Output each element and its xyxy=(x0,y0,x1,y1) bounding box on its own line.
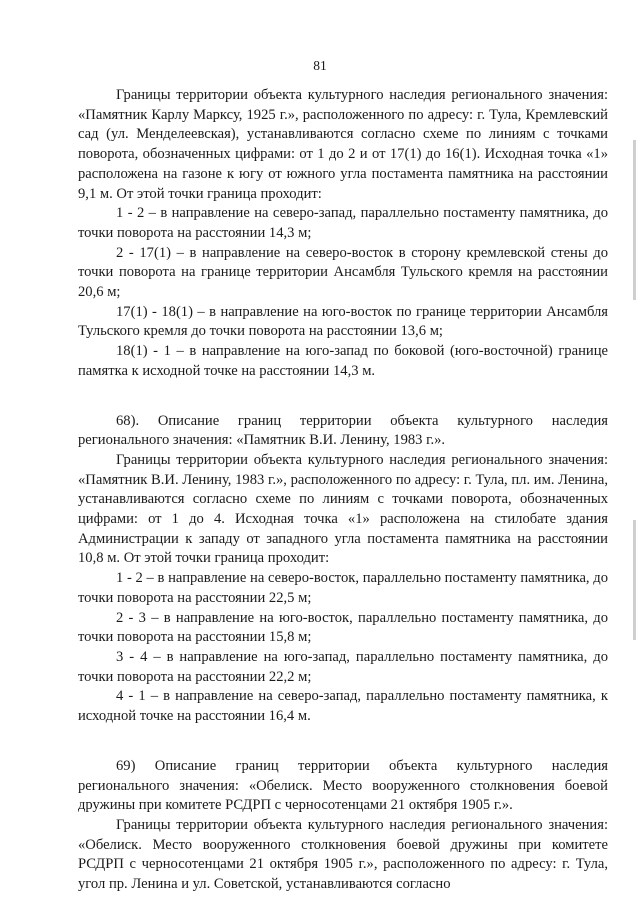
document-body xyxy=(78,86,608,895)
scan-edge-mark xyxy=(633,520,636,640)
section-gap xyxy=(78,727,608,757)
paragraph-lenin-4-1: 4 - 1 – в направление на северо-запад, параллельно постаменту памятника, к исходной точке на расстоянии 16,4 м. xyxy=(78,688,608,725)
section-gap xyxy=(78,382,608,412)
paragraph-boundary-2-17: 2 - 17(1) – в направление на северо-восток в сторону кремлевской стены до точки поворота на границе территории Ансамбля Тульского кремля на расстоянии 20,6 м; xyxy=(78,244,608,301)
paragraph-boundary-18-1: 18(1) - 1 – в направление на юго-запад по боковой (юго-восточной) границе памятка к исходной точке на расстоянии 14,3 м. xyxy=(78,343,608,379)
section-68-heading: 68). Описание границ территории объекта культурного наследия регионального значения: «Памятник В.И. Ленину, 1983 г.». xyxy=(78,412,608,449)
paragraph-boundary-17-18: 17(1) - 18(1) – в направление на юго-восток по границе территории Ансамбля Тульского кремля до точки поворота на расстоянии 13,6 м; xyxy=(78,303,608,340)
paragraph-obelisk-intro: Границы территории объекта культурного наследия регионального значения: «Обелиск. Место вооруженного столкновения боевой дружины при комитете РСДРП с черносотенцами 21 октября 1905 г.», расположенного по адресу: г. Тула, угол пр. Ленина и ул. Советской, устанавливаются согласно xyxy=(78,816,608,893)
paragraph-lenin-3-4: 3 - 4 – в направление на юго-запад, параллельно постаменту памятника, до точки поворота на расстоянии 22,2 м; xyxy=(78,648,608,685)
section-69-heading: 69) Описание границ территории объекта культурного наследия регионального значения: «Обелиск. Место вооруженного столкновения боевой дружины при комитете РСДРП с черносотенцами 21 октября 1905 г.». xyxy=(78,757,608,814)
paragraph-karl-marx-intro: Границы территории объекта культурного наследия регионального значения: «Памятник Карлу Марксу, 1925 г.», расположенного по адресу: г. Тула, Кремлевский сад (ул. Менделеевская), устанавливаются согласно схеме по линиям с точками поворота, обозначенных цифрами: от 1 до 2 и от 17(1) до 16(1). Исходная точка «1» расположена на газоне к югу от южного угла постамента памятника на расстоянии 9,1 м. От этой точки граница проходит: xyxy=(78,87,608,202)
page-number: 81 xyxy=(313,58,327,73)
paragraph-lenin-2-3: 2 - 3 – в направление на юго-восток, параллельно постаменту памятника, до точки поворота на расстоянии 15,8 м; xyxy=(78,609,608,646)
paragraph-boundary-1-2: 1 - 2 – в направление на северо-запад, параллельно постаменту памятника, до точки поворота на расстоянии 14,3 м; xyxy=(78,205,608,241)
scan-edge-mark xyxy=(633,140,636,300)
paragraph-lenin-intro: Границы территории объекта культурного наследия регионального значения: «Памятник В.И. Ленину, 1983 г.», расположенного по адресу: г. Тула, пл. им. Ленина, устанавливаются согласно схеме по линиям с точками поворота, обозначенных цифрами: от 1 до 4. Исходная точка «1» расположена на стилобате здания Администрации к западу от западного угла постамента памятника на расстоянии 10,8 м. От этой точки граница проходит: xyxy=(78,451,608,567)
paragraph-lenin-1-2: 1 - 2 – в направление на северо-восток, параллельно постаменту памятника, до точки поворота на расстоянии 22,5 м; xyxy=(78,570,608,606)
